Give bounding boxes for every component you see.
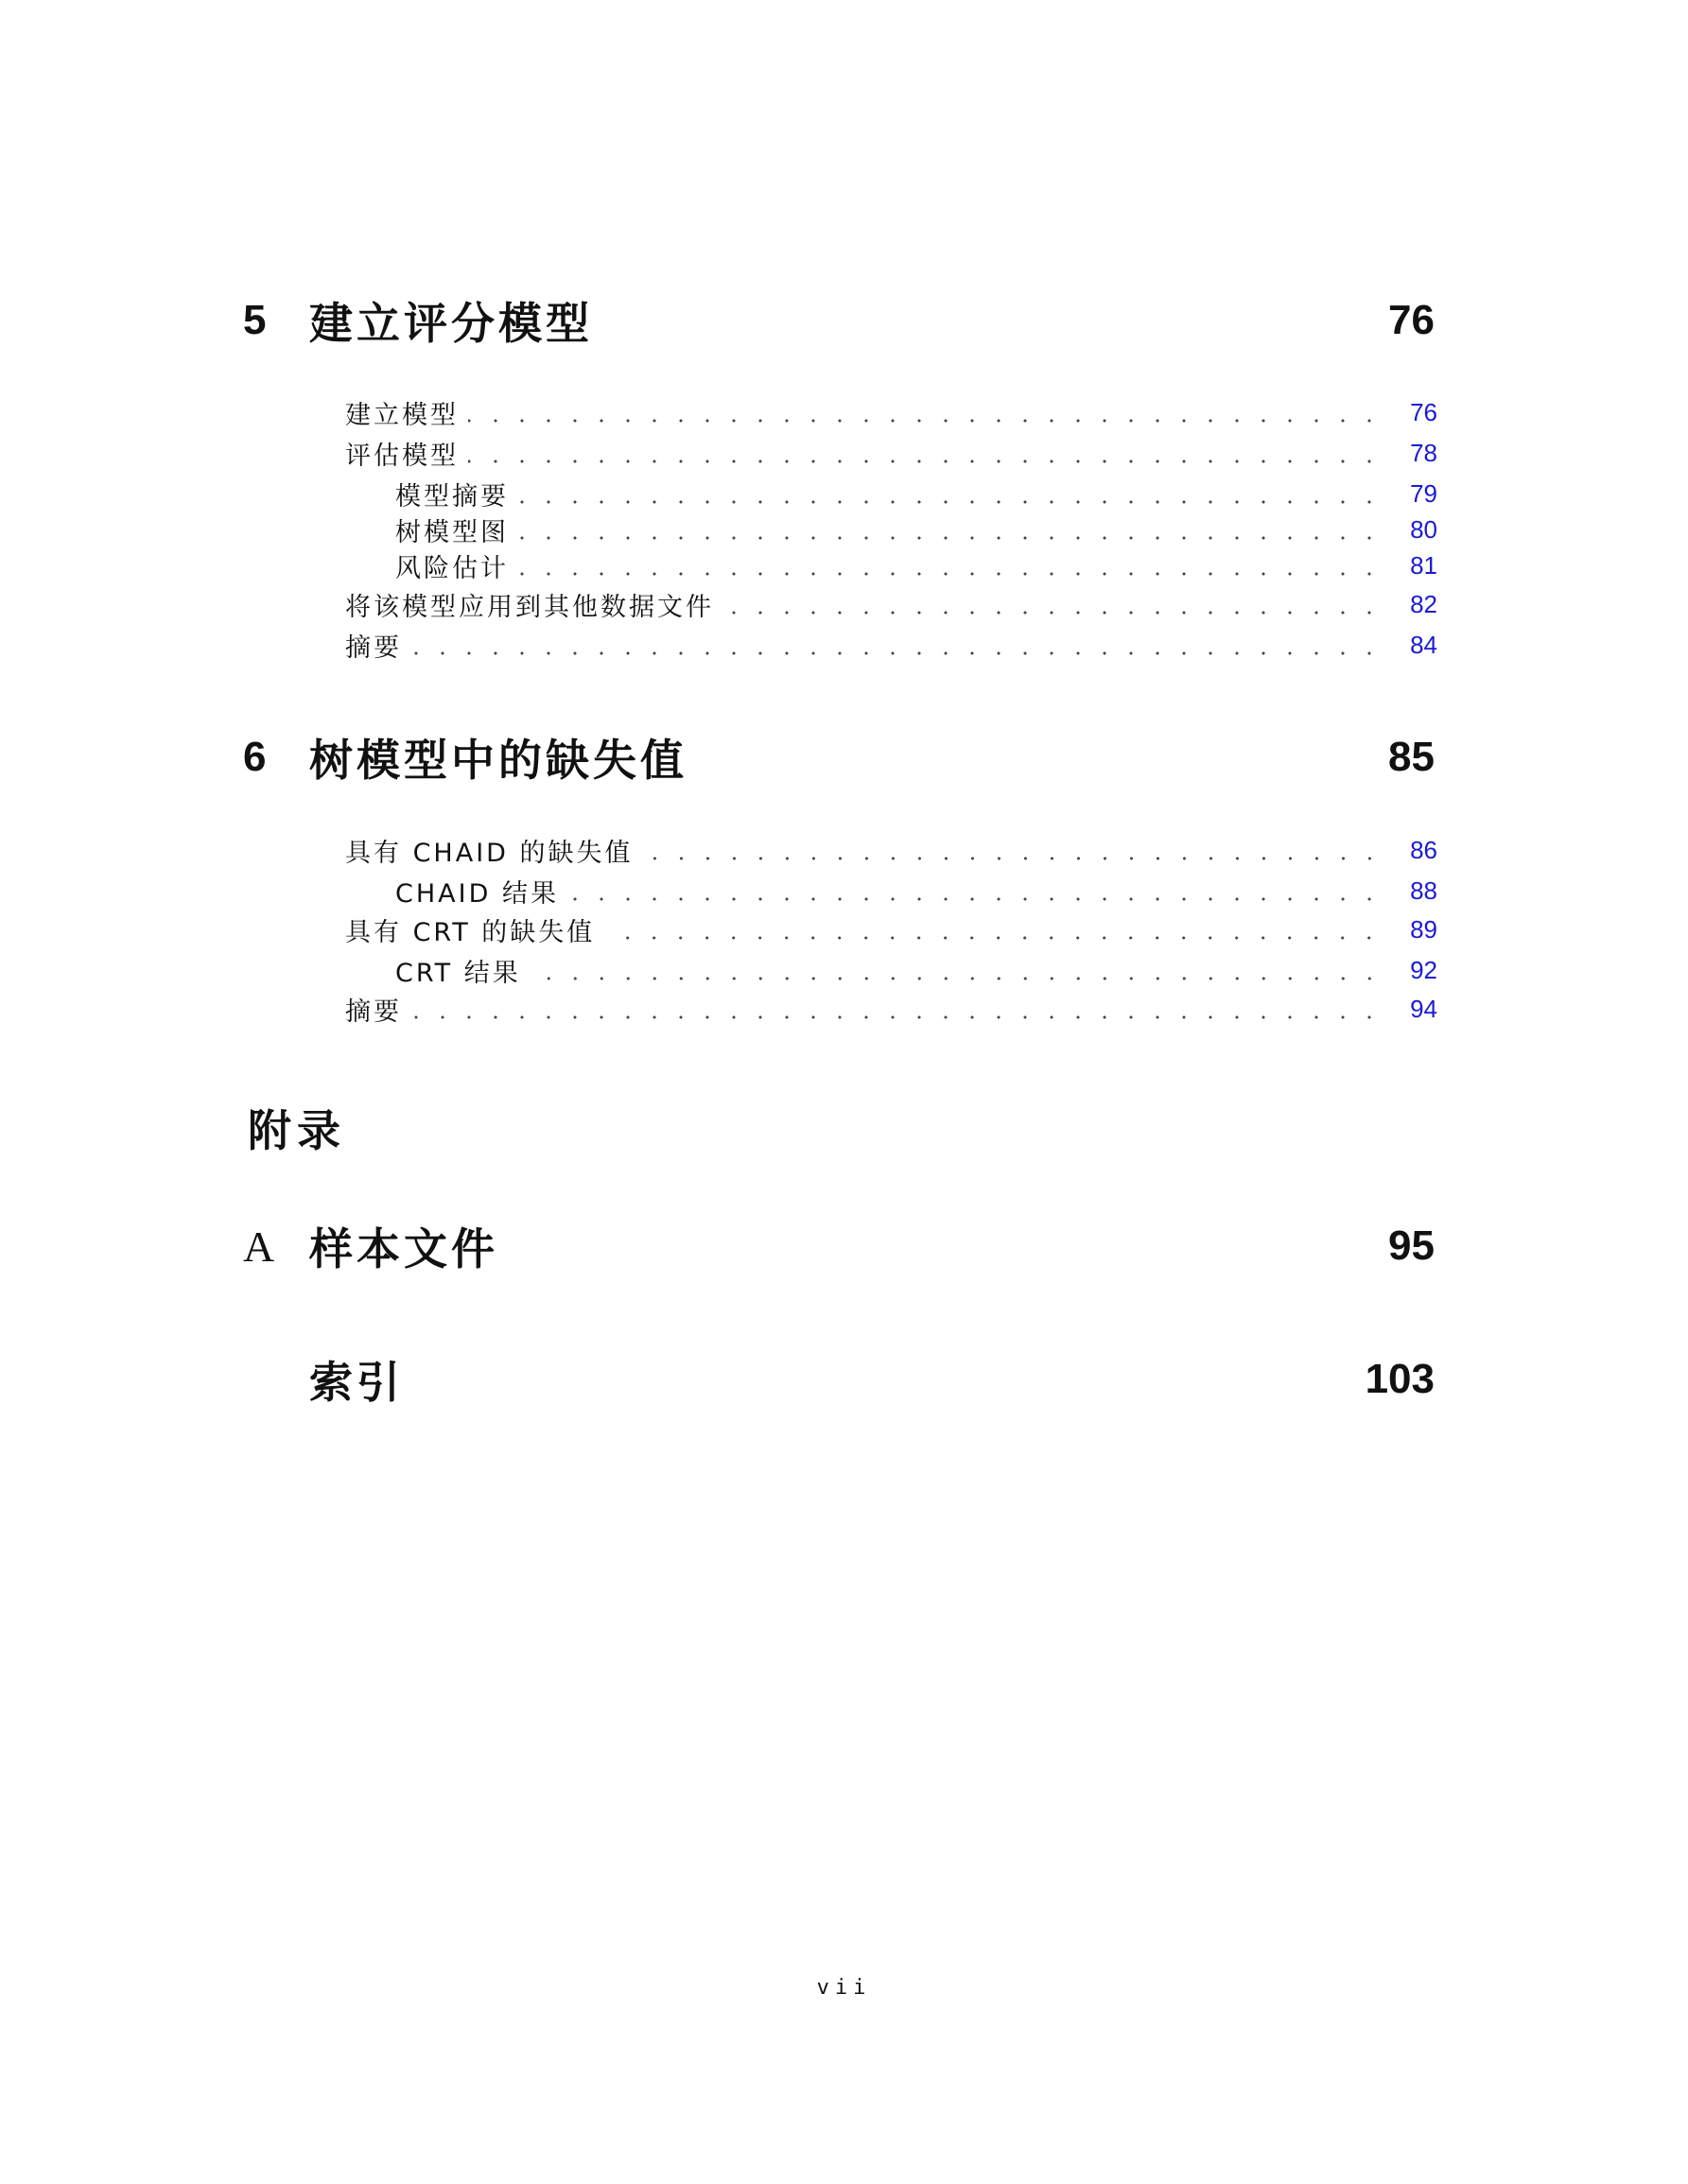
toc-entry-page[interactable]: 88 (1410, 875, 1437, 905)
chapter-title: 树模型中的缺失值 (309, 735, 687, 786)
toc-entry[interactable] (0, 511, 1437, 548)
toc-entry-label: 建立模型 (345, 400, 459, 430)
toc-entry-label: CRT 结果 (395, 958, 521, 988)
dot-leader (518, 536, 1383, 540)
appendix-a-heading[interactable] (243, 1213, 1435, 1279)
dot-leader (604, 936, 1383, 940)
toc-entry-page[interactable]: 80 (1410, 514, 1437, 544)
chapter-number: 6 (243, 734, 267, 780)
toc-entry-page[interactable]: 78 (1410, 438, 1437, 467)
toc-entry[interactable] (0, 990, 1437, 1028)
toc-entry-page[interactable]: 81 (1410, 550, 1437, 580)
toc-entry-page[interactable]: 86 (1410, 835, 1437, 864)
dot-leader (411, 651, 1383, 655)
index-title: 索引 (309, 1357, 404, 1408)
dot-leader (411, 1015, 1383, 1019)
chapter-number: A (243, 1222, 275, 1271)
toc-entry[interactable] (0, 910, 1437, 948)
chapter-page: 85 (1388, 734, 1435, 780)
toc-entry-label: 摘要 (345, 997, 402, 1027)
toc-entry[interactable] (0, 872, 1437, 910)
toc-entry-page[interactable]: 84 (1410, 630, 1437, 659)
toc-entry[interactable] (0, 546, 1437, 584)
toc-entry[interactable] (0, 951, 1437, 989)
toc-entry-label: 摘要 (345, 633, 402, 663)
dot-leader (568, 897, 1383, 901)
chapter-6-heading[interactable] (243, 724, 1435, 790)
chapter-number: 5 (243, 297, 267, 343)
toc-entry[interactable] (0, 475, 1437, 512)
dot-leader (723, 611, 1383, 615)
toc-entry-label: CHAID 结果 (395, 878, 559, 909)
toc-entry-label: 具有 CHAID 的缺失值 (345, 838, 634, 868)
index-page: 103 (1365, 1356, 1435, 1402)
dot-leader (468, 459, 1383, 463)
toc-entry[interactable] (0, 626, 1437, 664)
toc-entry-label: 风险估计 (395, 553, 509, 583)
toc-entry[interactable] (0, 434, 1437, 472)
chapter-title: 建立评分模型 (309, 298, 593, 349)
chapter-page: 76 (1388, 297, 1435, 343)
toc-entry[interactable] (0, 393, 1437, 431)
dot-leader (518, 500, 1383, 504)
page-number-footer: vii (816, 1976, 872, 2000)
dot-leader (643, 857, 1383, 860)
toc-entry-page[interactable]: 92 (1410, 955, 1437, 984)
dot-leader (531, 977, 1383, 980)
toc-entry-label: 将该模型应用到其他数据文件 (345, 592, 714, 622)
toc-entry-label: 评估模型 (345, 441, 459, 471)
chapter-page: 95 (1388, 1222, 1435, 1269)
toc-entry-label: 具有 CRT 的缺失值 (345, 917, 596, 947)
toc-entry-label: 模型摘要 (395, 481, 509, 511)
toc-entry-page[interactable]: 94 (1410, 994, 1437, 1023)
chapter-5-heading[interactable] (243, 287, 1435, 354)
appendix-heading: 附录 (248, 1105, 346, 1156)
toc-entry-page[interactable]: 82 (1410, 589, 1437, 618)
index-heading[interactable] (243, 1346, 1435, 1413)
toc-entry[interactable] (0, 831, 1437, 869)
toc-entry-page[interactable]: 89 (1410, 914, 1437, 944)
dot-leader (518, 572, 1383, 576)
toc-entry-page[interactable]: 79 (1410, 478, 1437, 508)
chapter-title: 样本文件 (309, 1223, 498, 1274)
toc-entry-page[interactable]: 76 (1410, 397, 1437, 426)
toc-entry[interactable] (0, 585, 1437, 623)
dot-leader (468, 419, 1383, 423)
toc-entry-label: 树模型图 (395, 517, 509, 547)
